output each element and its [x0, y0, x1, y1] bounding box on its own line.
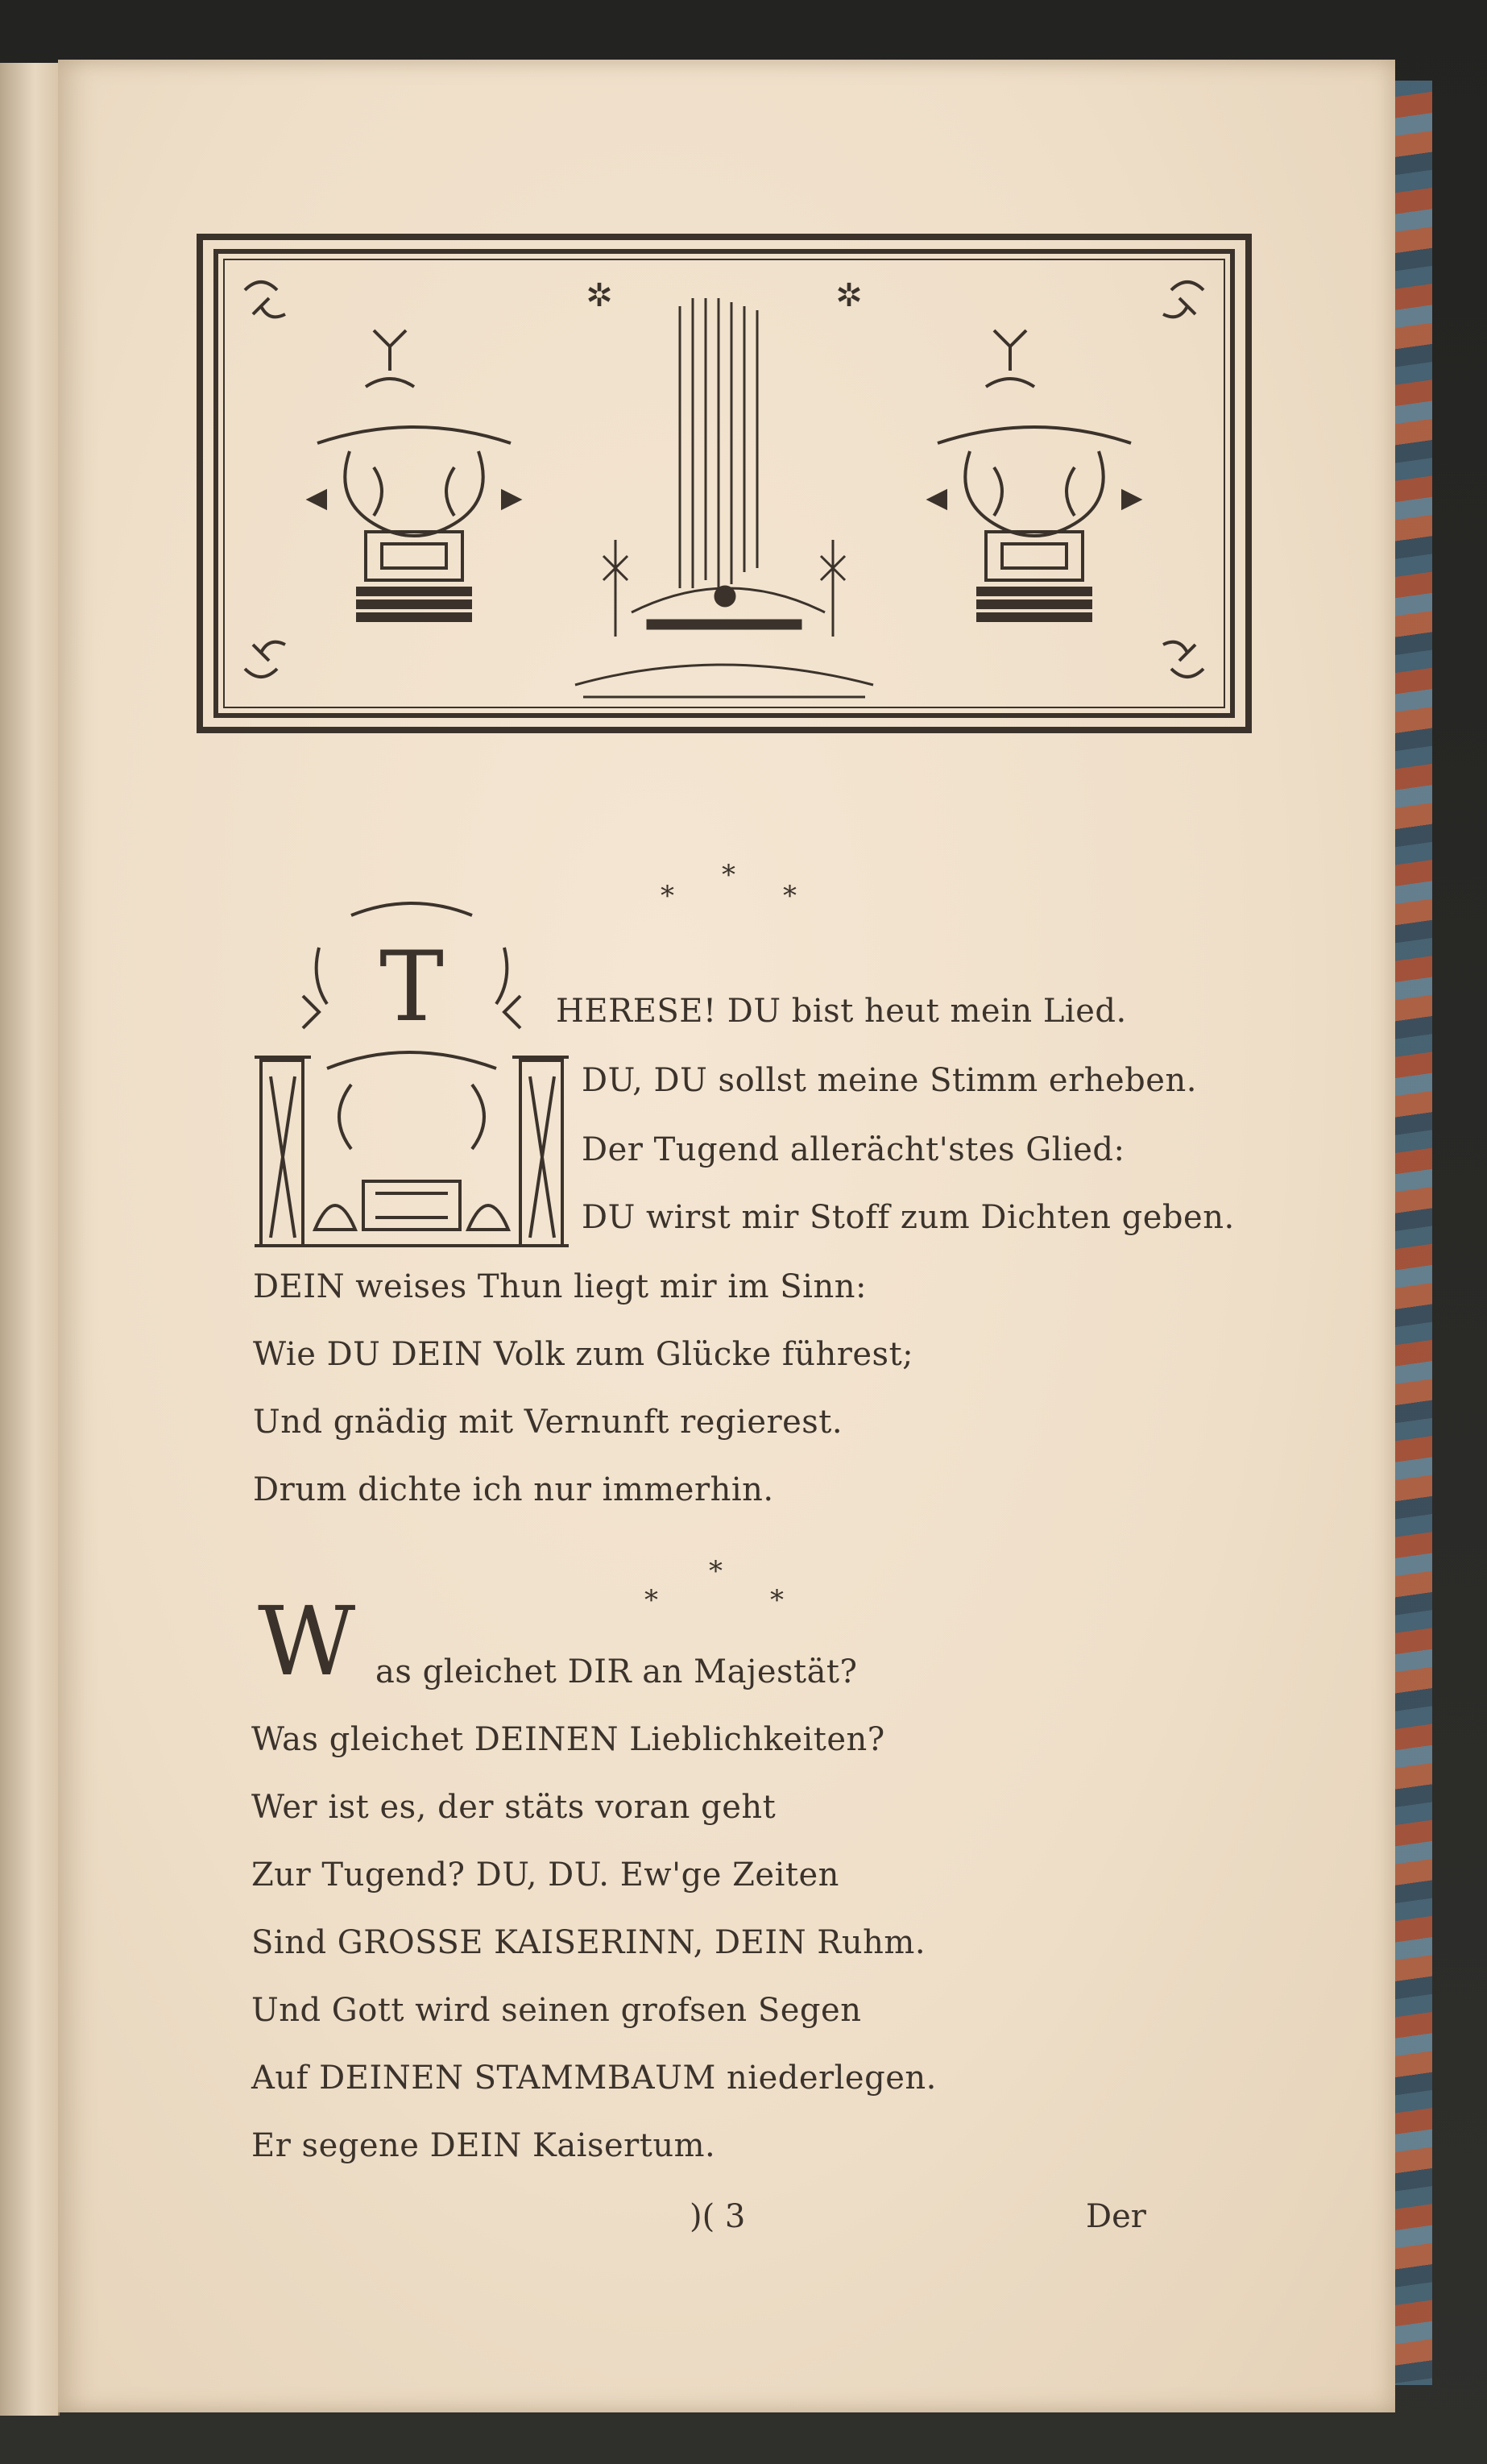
- stanza1-line-6: Wie DU DEIN Volk zum Glücke führest;: [253, 1336, 914, 1373]
- stanza1-line-4: DU wirst mir Stoff zum Dichten geben.: [582, 1199, 1235, 1236]
- stanza1-line-7: Und gnädig mit Vernunft regierest.: [253, 1404, 843, 1441]
- stanza2-line-8: Er segene DEIN Kaisertum.: [251, 2127, 716, 2164]
- stanza1-line-5: DEIN weises Thun liegt mir im Sinn:: [253, 1268, 867, 1305]
- stanza2-line-6: Und Gott wird seinen grofsen Segen: [251, 1992, 862, 2029]
- stanza2-line-1: as gleichet DIR an Majestät?: [375, 1653, 858, 1690]
- star: *: [644, 1584, 658, 1616]
- star: *: [783, 880, 797, 912]
- left-page-edge: [0, 63, 60, 2416]
- signature-mark: )( 3: [690, 2198, 746, 2235]
- stanza2-line-3: Wer ist es, der stäts voran geht: [251, 1789, 777, 1826]
- stanza1-line-1: HERESE! DU bist heut mein Lied.: [556, 993, 1127, 1030]
- svg-text:✲: ✲: [835, 277, 863, 314]
- initial-w: W: [258, 1586, 356, 1697]
- stanza1-line-3: Der Tugend allerächt'stes Glied:: [582, 1131, 1125, 1168]
- stanza2-line-5: Sind GROSSE KAISERINN, DEIN Ruhm.: [251, 1924, 926, 1961]
- stanza1-line-2: DU, DU sollst meine Stimm erheben.: [582, 1062, 1197, 1099]
- catchword: Der: [1086, 2198, 1146, 2235]
- stanza2-line-7: Auf DEINEN STAMMBAUM niederlegen.: [251, 2060, 937, 2097]
- star: *: [722, 859, 735, 891]
- initial-t-letter: T: [379, 931, 445, 1043]
- stanza2-line-4: Zur Tugend? DU, DU. Ew'ge Zeiten: [251, 1856, 839, 1894]
- star: *: [709, 1555, 723, 1587]
- star: *: [770, 1584, 784, 1616]
- ornamental-headpiece-icon: [197, 234, 1252, 733]
- decorated-initial-t-icon: [255, 899, 569, 1251]
- star: *: [661, 880, 674, 912]
- svg-text:✲: ✲: [586, 277, 613, 314]
- stanza2-line-2: Was gleichet DEINEN Lieblichkeiten?: [251, 1721, 885, 1758]
- stanza1-line-8: Drum dichte ich nur immerhin.: [253, 1471, 774, 1508]
